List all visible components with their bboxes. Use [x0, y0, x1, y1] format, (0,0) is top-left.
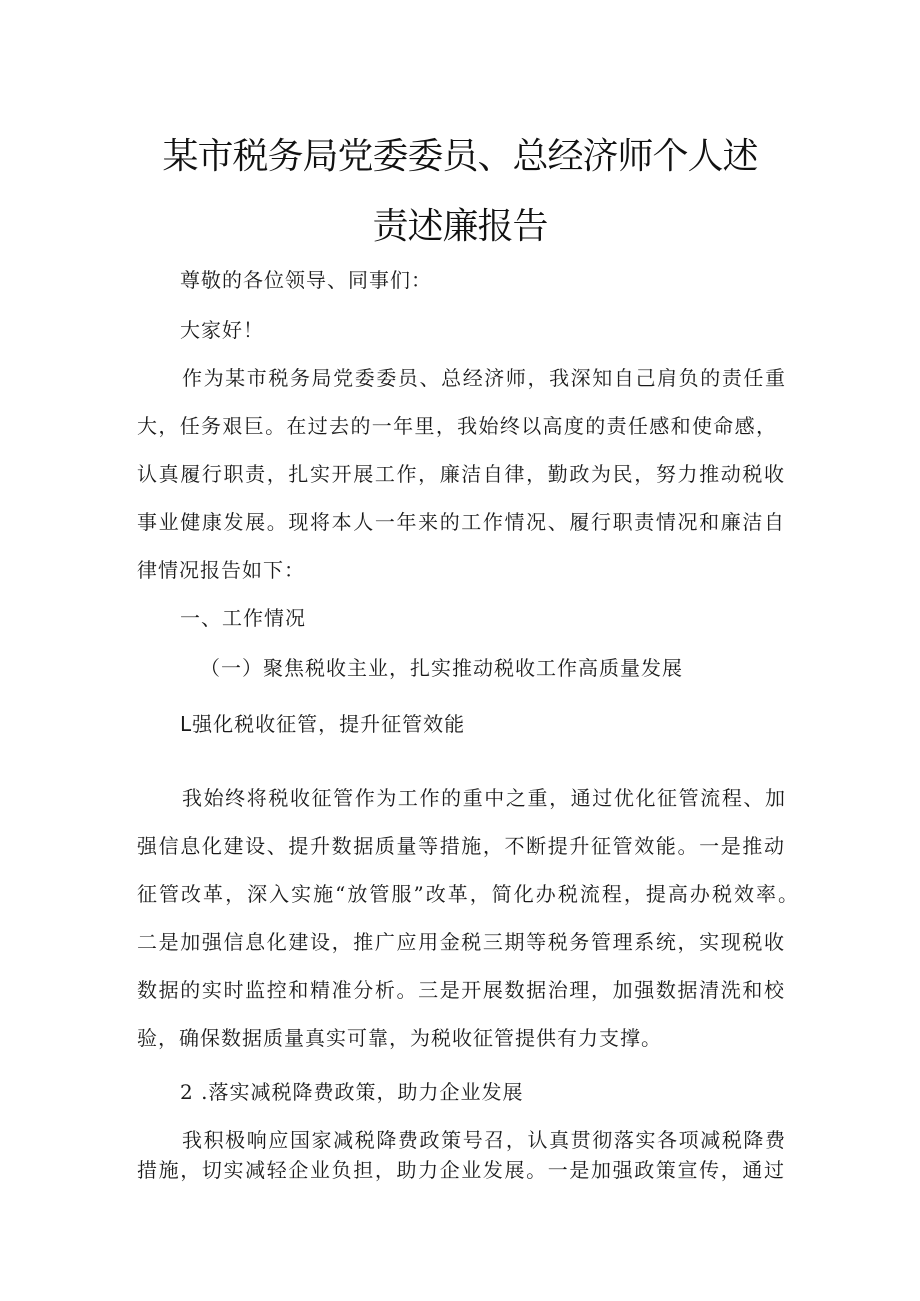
section-heading: 一、工作情况 [180, 606, 306, 630]
paragraph-line: 二是加强信息化建设，推广应用金税三期等税务管理系统，实现税收 [137, 930, 785, 954]
document-title-line-2: 责述廉报告 [372, 206, 548, 247]
paragraph-line: 我积极响应国家减税降费政策号召，认真贯彻落实各项减税降费 [182, 1128, 786, 1152]
paragraph-line: 数据的实时监控和精准分析。三是开展数据治理，加强数据清洗和校 [137, 978, 785, 1002]
paragraph-line: 强信息化建设、提升数据质量等措施，不断提升征管效能。一是推动 [137, 834, 785, 858]
paragraph-line: 认真履行职责，扎实开展工作，廉洁自律，勤政为民，努力推动税收 [137, 462, 785, 486]
paragraph-line: 验，确保数据质量真实可靠，为税收征管提供有力支撑。 [137, 1026, 662, 1050]
paragraph-line: 大，任务艰巨。在过去的一年里，我始终以高度的责任感和使命感， [137, 414, 777, 438]
paragraph-line: 律情况报告如下： [137, 558, 305, 582]
paragraph-line: 征管改革，深入实施“放管服”改革，简化办税流程，提高办税效率。 [137, 882, 799, 906]
paragraph-line: 作为某市税务局党委委员、总经济师，我深知自己肩负的责任重 [182, 366, 786, 390]
paragraph-line: 事业健康发展。现将本人一年来的工作情况、履行职责情况和廉洁自 [137, 510, 785, 534]
document-title-line-1: 某市税务局党委委员、总经济师个人述 [162, 136, 758, 177]
item-heading: L强化税收征管，提升征管效能 [180, 712, 466, 736]
item-heading: 2 .落实减税降费政策，助力企业发展 [180, 1080, 524, 1104]
paragraph-line: 我始终将税收征管作为工作的重中之重，通过优化征管流程、加 [182, 786, 786, 810]
salutation: 尊敬的各位领导、同事们： [180, 268, 432, 292]
greeting: 大家好！ [180, 318, 264, 342]
paragraph-line: 措施，切实减轻企业负担，助力企业发展。一是加强政策宣传，通过 [137, 1158, 785, 1182]
subsection-heading: （一）聚焦税收主业，扎实推动税收工作高质量发展 [200, 656, 683, 680]
